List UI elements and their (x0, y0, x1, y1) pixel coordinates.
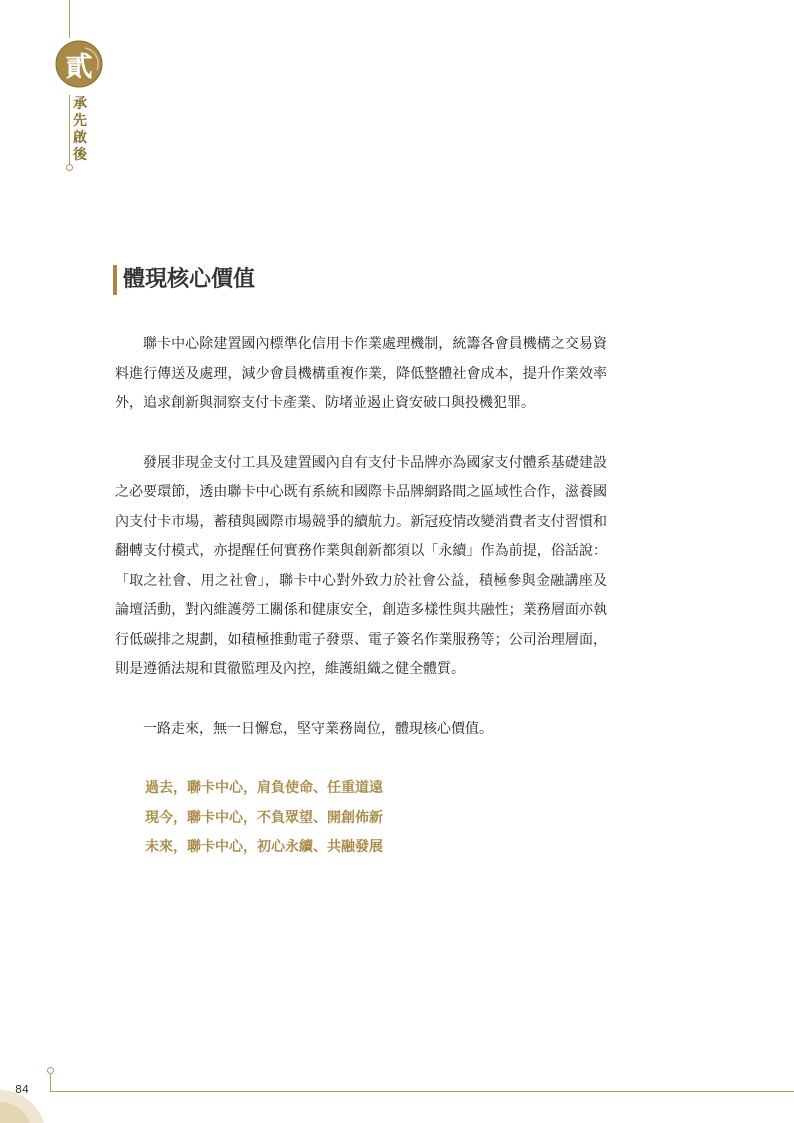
page-number: 84 (15, 1083, 29, 1096)
paragraph-3: 一路走來，無一日懈怠，堅守業務崗位，體現核心價值。 (143, 720, 493, 737)
footer-stem (50, 1073, 51, 1091)
paragraph-2: 發展非現金支付工具及建置國內自有支付卡品牌亦為國家支付體系基礎建設之必要環節，透由聯卡中心既有系統和國際卡品牌網路間之區域性合作，滋養國內支付卡市場，蓄積與國際市場競爭的續航力。新冠疫情改變消費者支付習慣和翻轉支付模式，亦提醒任何實務作業與創新都須以「永續」作為前提，俗話說：「取之社會、用之社會」，聯卡中心對外致力於社會公益，積極參與金融講座及論壇活動，對內維護勞工關係和健康安全，創造多樣性與共融性；業務層面亦執行低碳排之規劃，如積極推動電子發票、電子簽名作業服務等；公司治理層面，則是遵循法規和貫徹監理及內控，維護組織之健全體質。 (115, 454, 607, 677)
chapter-number: 貳 (65, 51, 93, 83)
motto-past: 過去，聯卡中心，肩負使命、任重道遠 (145, 780, 383, 796)
motto-present: 現今，聯卡中心，不負眾望、開創佈新 (145, 809, 383, 826)
body-text (115, 330, 607, 863)
chapter-title: 承先啟後 (73, 96, 87, 163)
motto-future: 未來，聯卡中心，初心永續、共融發展 (145, 839, 383, 855)
section-title-bar (113, 265, 117, 295)
section-title: 體現核心價值 (123, 267, 256, 292)
chapter-line-top (69, 0, 70, 38)
chapter-line-dot (66, 164, 73, 171)
chapter-line-bottom (69, 95, 70, 165)
paragraph-1: 聯卡中心除建置國內標準化信用卡作業處理機制，統籌各會員機構之交易資料進行傳送及處理，減少會員機構重複作業，降低整體社會成本，提升作業效率外，追求創新與洞察支付卡產業、防堵並遏止資安破口與投機犯罪。 (115, 336, 607, 411)
footer-line (50, 1091, 794, 1092)
